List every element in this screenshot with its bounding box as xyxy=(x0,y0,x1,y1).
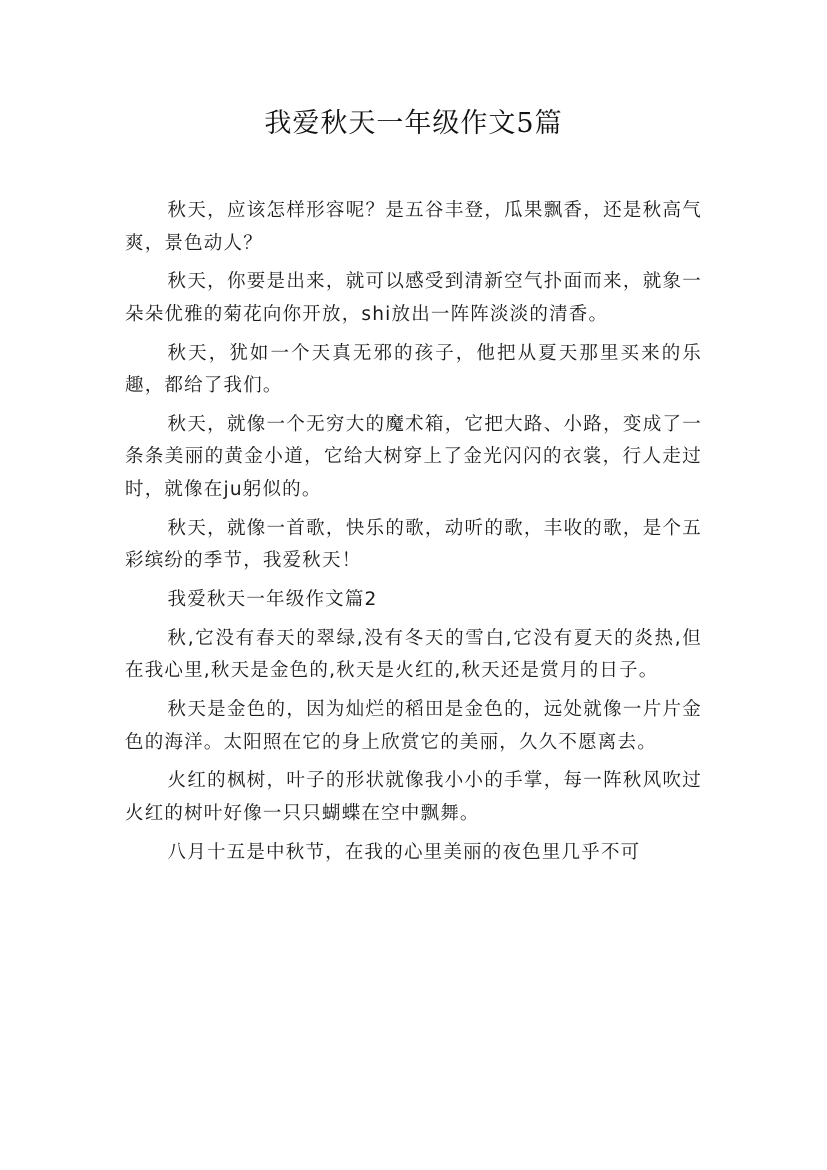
paragraph: 八月十五是中秋节，在我的心里美丽的夜色里几乎不可 xyxy=(167,841,641,863)
paragraph: 秋天，犹如一个天真无邪的孩子，他把从夏天那里买来的乐趣，都给了我们。 xyxy=(125,342,702,397)
paragraph: 秋天，就像一首歌，快乐的歌，动听的歌，丰收的歌，是个五彩缤纷的季节，我爱秋天！ xyxy=(125,517,702,572)
paragraph: 秋天，应该怎样形容呢？是五谷丰登，瓜果飘香，还是秋高气爽，景色动人？ xyxy=(125,200,702,254)
paragraph: 火红的枫树，叶子的形状就像我小小的手掌，每一阵秋风吹过火红的树叶好像一只只蝴蝶在空中飘舞。 xyxy=(125,770,702,824)
document-body xyxy=(125,195,702,875)
section-heading: 我爱秋天一年级作文篇2 xyxy=(167,588,378,610)
document-title: 我爱秋天一年级作文5篇 xyxy=(264,108,563,139)
paragraph: 秋天，你要是出来，就可以感受到清新空气扑面而来，就象一朵朵优雅的菊花向你开放，shi放出一阵阵淡淡的清香。 xyxy=(125,271,702,325)
paragraph: 秋天，就像一个无穷大的魔术箱，它把大路、小路，变成了一条条美丽的黄金小道，它给大树穿上了金光闪闪的衣裳，行人走过时，就像在ju躬似的。 xyxy=(125,413,702,500)
paragraph: 秋,它没有春天的翠绿,没有冬天的雪白,它没有夏天的炎热,但在我心里,秋天是金色的,秋天是火红的,秋天还是赏月的日子。 xyxy=(125,627,702,682)
paragraph: 秋天是金色的，因为灿烂的稻田是金色的，远处就像一片片金色的海洋。太阳照在它的身上欣赏它的美丽，久久不愿离去。 xyxy=(125,699,702,753)
